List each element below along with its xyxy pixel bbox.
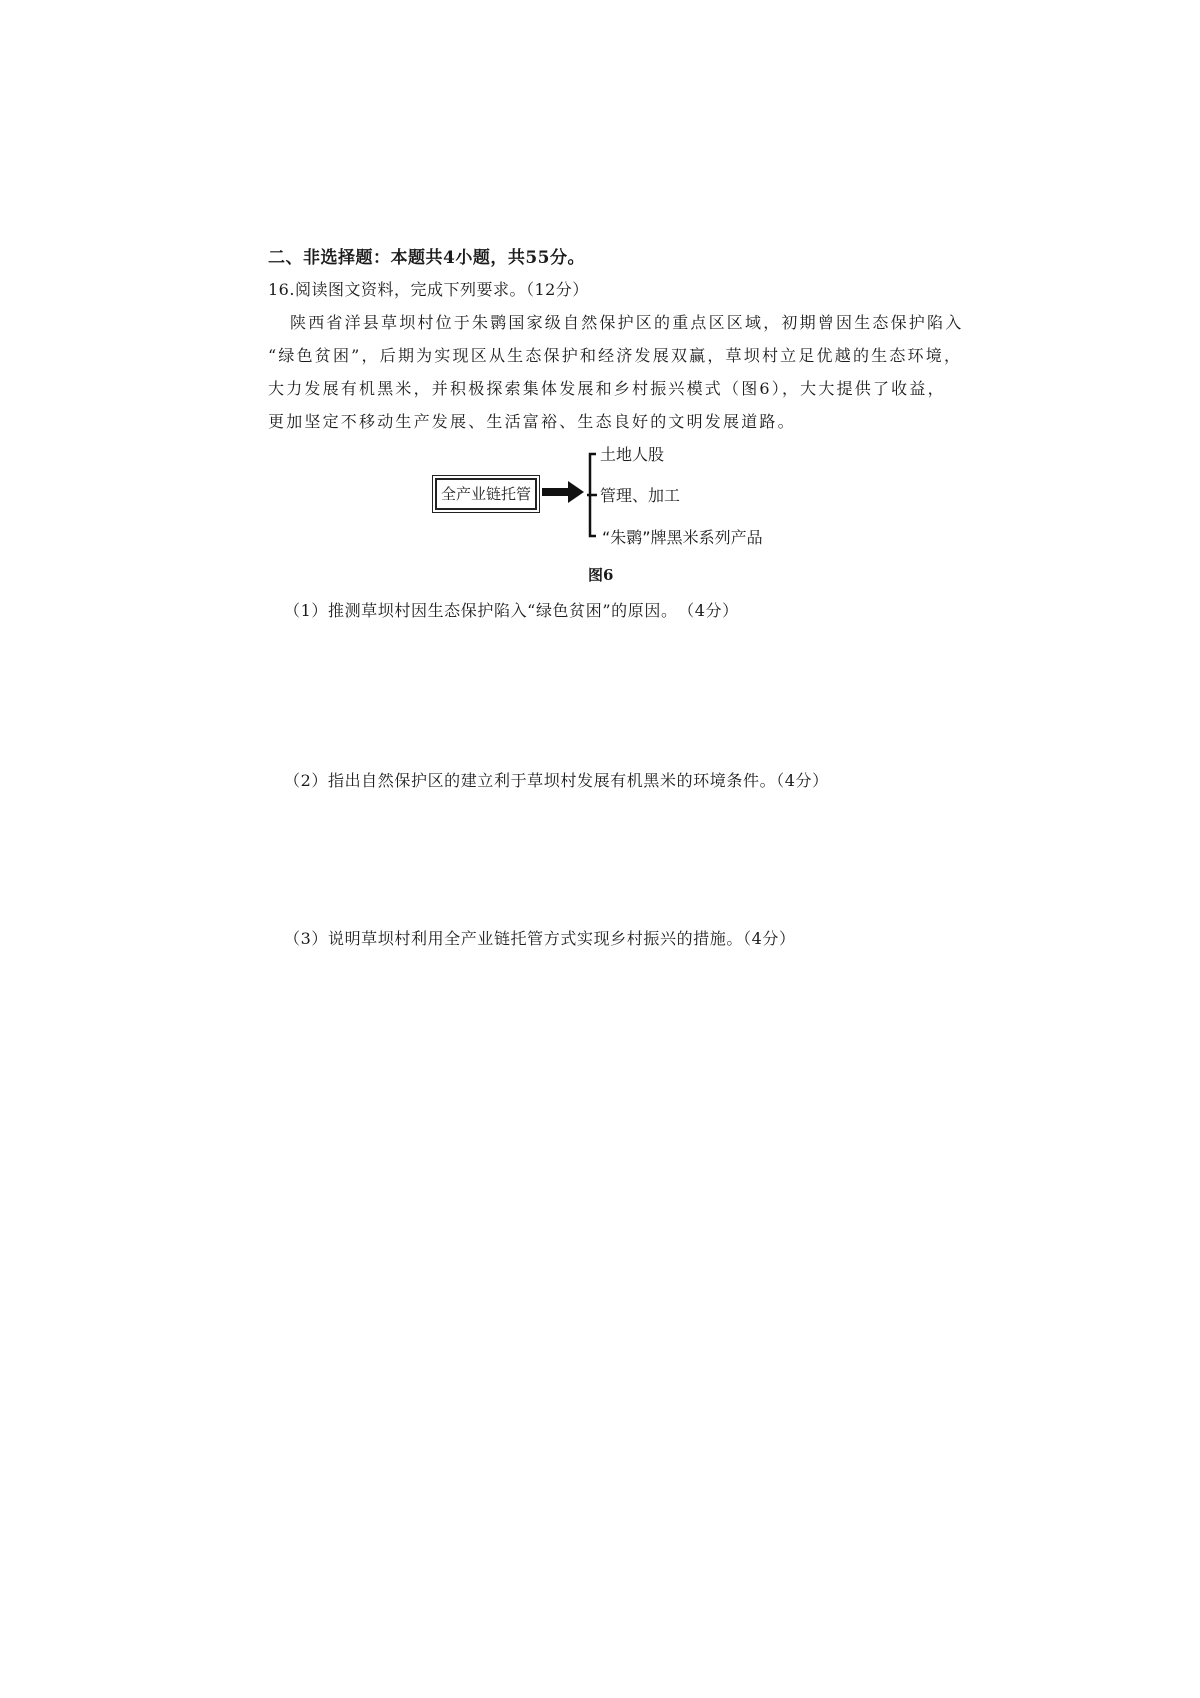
sub-question-2: （2）指出自然保护区的建立利于草坝村发展有机黑米的环境条件。（4分）: [284, 771, 829, 790]
branch-land-shares: 土地人股: [600, 445, 665, 464]
paragraph-line-1: 陕西省洋县草坝村位于朱鹮国家级自然保护区的重点区区域，初期曾因生态保护陷入: [290, 313, 964, 332]
question-title: 16.阅读图文资料，完成下列要求。（12分）: [268, 280, 589, 299]
paragraph-line-4: 更加坚定不移动生产发展、生活富裕、生态良好的文明发展道路。: [268, 412, 796, 431]
sub-question-3: （3）说明草坝村利用全产业链托管方式实现乡村振兴的措施。（4分）: [284, 929, 796, 948]
section-heading: 二、非选择题：本题共4小题，共55分。: [268, 248, 585, 268]
paragraph-line-2: “绿色贫困”，后期为实现区从生态保护和经济发展双赢，草坝村立足优越的生态环境，: [268, 346, 963, 365]
sub-question-1: （1）推测草坝村因生态保护陷入“绿色贫困”的原因。 （4分）: [284, 601, 739, 620]
arrow-icon: [542, 481, 584, 503]
paragraph-line-3: 大力发展有机黑米，并积极探索集体发展和乡村振兴模式（图6），大大提供了收益，: [268, 379, 946, 398]
branch-management: 管理、加工: [600, 486, 681, 505]
industry-chain-box: 全产业链托管: [435, 478, 537, 510]
figure-caption: 图6: [588, 566, 614, 584]
branch-products: “朱鹮”牌黑米系列产品: [602, 528, 763, 547]
